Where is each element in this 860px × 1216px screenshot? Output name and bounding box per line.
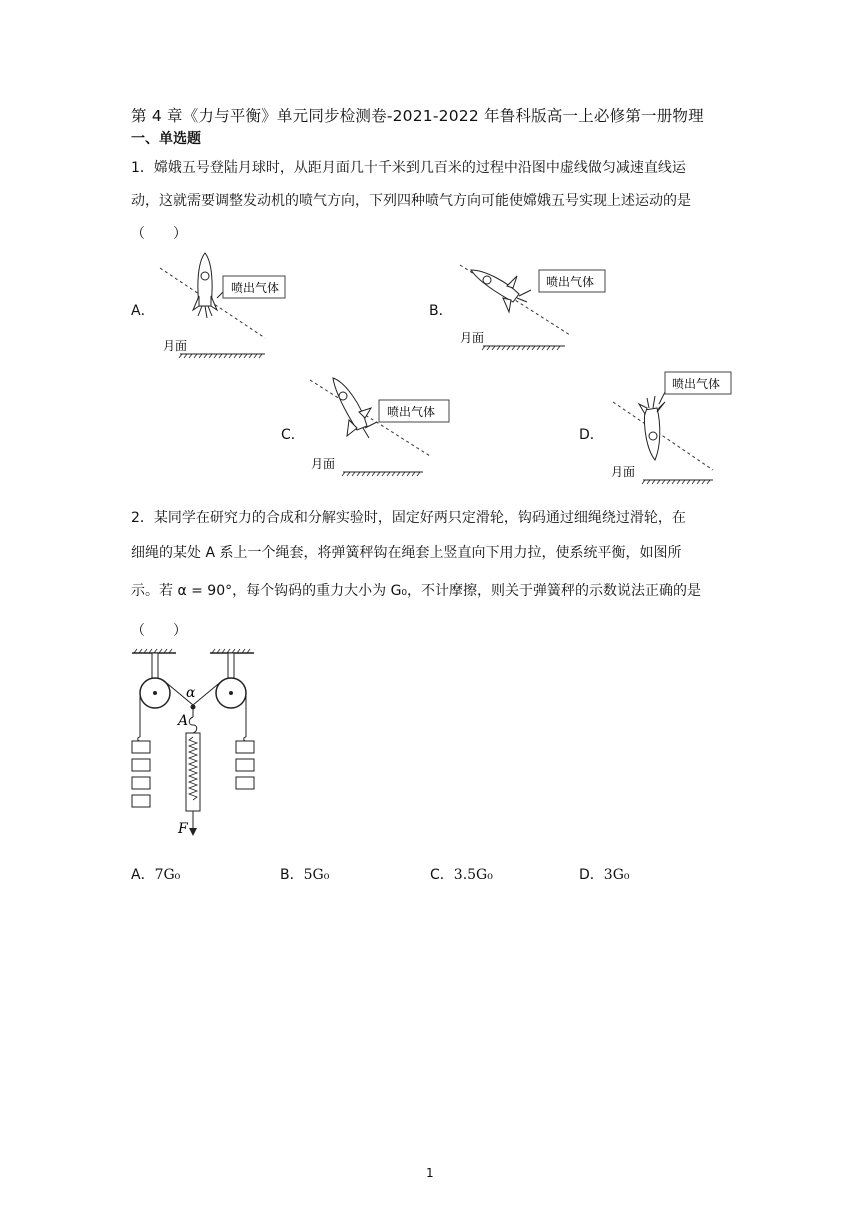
moon-label: 月面 bbox=[163, 339, 188, 353]
q2-option-b: B．5G₀ bbox=[280, 867, 330, 883]
page-number: 1 bbox=[426, 1166, 434, 1180]
weight-block bbox=[132, 741, 150, 753]
weight-block bbox=[236, 777, 254, 789]
rocket-icon bbox=[193, 253, 217, 310]
q2-option-c: C．3.5G₀ bbox=[430, 867, 493, 883]
knot-a bbox=[191, 705, 196, 710]
weight-block bbox=[132, 777, 150, 789]
q1-option-a-label: A． bbox=[131, 303, 155, 319]
q1-text-line3: （ ） bbox=[131, 226, 187, 242]
q2-option-a: A．7G₀ bbox=[131, 867, 181, 883]
q1-option-a-figure bbox=[155, 248, 295, 363]
q1-option-b-label: B． bbox=[429, 303, 453, 319]
q2-pulley-figure bbox=[128, 645, 268, 840]
weight-block bbox=[132, 759, 150, 771]
q2-text-line3: 示。若 α = 90°，每个钩码的重力大小为 G₀，不计摩擦，则关于弹簧秤的示数说法正确的是 bbox=[131, 583, 702, 599]
document-title: 第 4 章《力与平衡》单元同步检测卷-2021-2022 年鲁科版高一上必修第一册物理 bbox=[131, 107, 704, 125]
section-heading: 一、单选题 bbox=[131, 131, 201, 147]
weight-block bbox=[132, 795, 150, 807]
gas-label: 喷出气体 bbox=[231, 281, 280, 295]
q1-option-d-figure bbox=[605, 370, 735, 485]
force-f-label: F bbox=[178, 821, 188, 837]
gas-label: 喷出气体 bbox=[546, 275, 595, 289]
weight-block bbox=[236, 759, 254, 771]
gas-label: 喷出气体 bbox=[672, 377, 721, 391]
moon-label: 月面 bbox=[311, 457, 336, 471]
weight-block bbox=[236, 741, 254, 753]
rocket-icon bbox=[471, 270, 519, 312]
moon-label: 月面 bbox=[460, 331, 485, 345]
q2-text-line2: 细绳的某处 A 系上一个绳套，将弹簧秤钩在绳套上竖直向下用力拉，使系统平衡，如图所 bbox=[131, 545, 682, 561]
q1-option-d-label: D． bbox=[579, 427, 604, 443]
q1-text-line1: 1．嫦娥五号登陆月球时，从距月面几十千米到几百米的过程中沿图中虚线做匀减速直线运 bbox=[131, 160, 686, 176]
gas-label: 喷出气体 bbox=[387, 405, 436, 419]
q1-option-c-figure bbox=[305, 372, 465, 482]
q1-option-c-label: C． bbox=[281, 427, 305, 443]
q2-option-d: D．3G₀ bbox=[579, 867, 630, 883]
alpha-label: α bbox=[186, 685, 196, 701]
moon-label: 月面 bbox=[611, 465, 636, 479]
q1-text-line2: 动，这就需要调整发动机的喷气方向，下列四种喷气方向可能使嫦娥五号实现上述运动的是 bbox=[131, 193, 691, 209]
q2-text-line1: 2．某同学在研究力的合成和分解实验时，固定好两只定滑轮，钩码通过细绳绕过滑轮，在 bbox=[131, 510, 686, 526]
rocket-icon bbox=[639, 402, 665, 460]
point-a-label: A bbox=[178, 713, 189, 729]
q1-option-b-figure bbox=[455, 260, 615, 360]
q2-text-line4: （ ） bbox=[131, 623, 187, 639]
